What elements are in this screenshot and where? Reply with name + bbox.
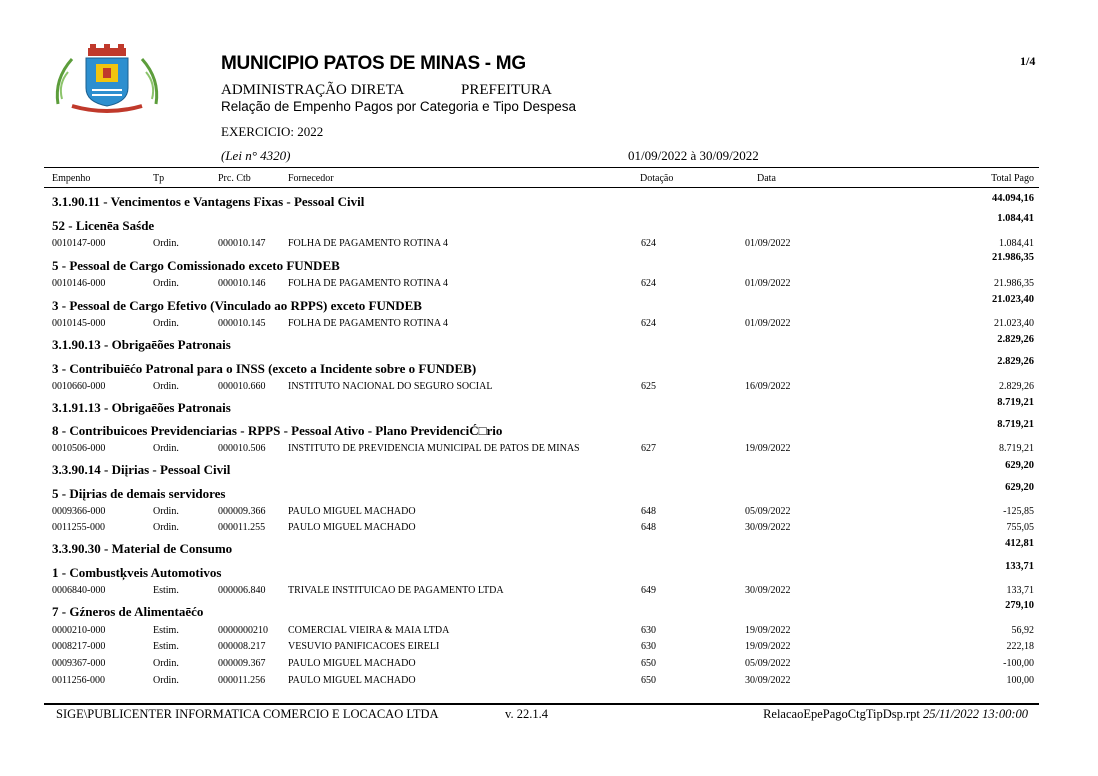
row-empenho: 0011256-000: [52, 675, 105, 686]
row-prc-ctb: 000011.255: [218, 522, 266, 533]
law-reference: (Lei n° 4320): [221, 148, 291, 163]
category-total: 2.829,26: [997, 356, 1034, 367]
row-total-pago: 56,92: [1011, 625, 1034, 636]
column-header-fornecedor: Fornecedor: [288, 173, 334, 184]
row-dotacao: 630: [641, 641, 656, 652]
row-dotacao: 624: [641, 318, 656, 329]
row-data: 19/09/2022: [745, 625, 791, 636]
row-prc-ctb: 000010.506: [218, 443, 266, 454]
row-empenho: 0011255-000: [52, 522, 105, 533]
column-header-total-pago: Total Pago: [991, 173, 1034, 184]
row-empenho: 0008217-000: [52, 641, 106, 652]
category-label: 8 - Contribuicoes Previdenciarias - RPPS - Pessoal Ativo - Plano PrevidenciĆ□rio: [52, 423, 503, 438]
row-prc-ctb: 000010.145: [218, 318, 266, 329]
footer-report-file: [763, 707, 1028, 722]
exercise-year: EXERCICIO: 2022: [221, 124, 324, 139]
administration-label: ADMINISTRAÇÃO DIRETA: [221, 82, 405, 98]
row-empenho: 0010506-000: [52, 443, 106, 454]
row-data: 05/09/2022: [745, 658, 791, 669]
row-dotacao: 648: [641, 506, 656, 517]
row-fornecedor: FOLHA DE PAGAMENTO ROTINA 4: [288, 318, 449, 329]
category-total: 133,71: [1005, 561, 1034, 572]
row-total-pago: 222,18: [1006, 641, 1034, 652]
row-data: 30/09/2022: [745, 522, 791, 533]
row-empenho: 0009366-000: [52, 506, 106, 517]
category-label: 3.1.91.13 - Obrigaēões Patronais: [52, 400, 231, 415]
page-number: 1/4: [1020, 54, 1036, 68]
row-tp: Ordin.: [153, 318, 179, 329]
row-dotacao: 625: [641, 381, 656, 392]
prefeitura-label: PREFEITURA: [461, 82, 552, 98]
row-total-pago: 21.986,35: [994, 278, 1034, 289]
row-empenho: 0010146-000: [52, 278, 106, 289]
footer-timestamp: 25/11/2022 13:00:00: [923, 707, 1028, 721]
row-data: 19/09/2022: [745, 641, 791, 652]
category-label: 52 - Licenēa Saśde: [52, 218, 155, 233]
row-fornecedor: FOLHA DE PAGAMENTO ROTINA 4: [288, 238, 449, 249]
row-tp: Estim.: [153, 585, 179, 596]
row-total-pago: 100,00: [1006, 675, 1034, 686]
row-fornecedor: PAULO MIGUEL MACHADO: [288, 675, 416, 686]
row-dotacao: 650: [641, 675, 656, 686]
row-empenho: 0010145-000: [52, 318, 106, 329]
footer-company: SIGE\PUBLICENTER INFORMATICA COMERCIO E LOCACAO LTDA: [56, 707, 439, 721]
row-tp: Ordin.: [153, 381, 179, 392]
row-tp: Ordin.: [153, 238, 179, 249]
category-label: 3.1.90.13 - Obrigaēões Patronais: [52, 337, 231, 352]
row-fornecedor: FOLHA DE PAGAMENTO ROTINA 4: [288, 278, 449, 289]
category-total: 412,81: [1005, 538, 1034, 549]
report-name: Relação de Empenho Pagos por Categoria e Tipo Despesa: [221, 99, 576, 114]
category-total: 44.094,16: [992, 193, 1034, 204]
row-prc-ctb: 000008.217: [218, 641, 266, 652]
column-header-prc-ctb: Prc. Ctb: [218, 173, 251, 184]
row-total-pago: 133,71: [1006, 585, 1034, 596]
row-total-pago: -125,85: [1003, 506, 1034, 517]
row-total-pago: 755,05: [1006, 522, 1034, 533]
column-header-empenho: Empenho: [52, 173, 91, 184]
row-fornecedor: INSTITUTO DE PREVIDENCIA MUNICIPAL DE PATOS DE MINAS: [288, 443, 580, 454]
row-data: 01/09/2022: [745, 238, 791, 249]
row-dotacao: 650: [641, 658, 656, 669]
row-fornecedor: COMERCIAL VIEIRA & MAIA LTDA: [288, 625, 450, 636]
category-total: 629,20: [1005, 482, 1034, 493]
category-label: 3 - Contribuiēćo Patronal para o INSS (exceto a Incidente sobre o FUNDEB): [52, 361, 477, 376]
row-data: 19/09/2022: [745, 443, 791, 454]
row-total-pago: 21.023,40: [994, 318, 1034, 329]
row-dotacao: 649: [641, 585, 656, 596]
category-total: 8.719,21: [997, 397, 1034, 408]
row-fornecedor: PAULO MIGUEL MACHADO: [288, 658, 416, 669]
row-fornecedor: PAULO MIGUEL MACHADO: [288, 522, 416, 533]
category-total: 1.084,41: [997, 213, 1034, 224]
row-total-pago: 1.084,41: [999, 238, 1034, 249]
municipality-title: MUNICIPIO PATOS DE MINAS - MG: [221, 53, 526, 74]
footer-report-filename: RelacaoEpePagoCtgTipDsp.rpt: [763, 707, 920, 721]
category-label: 3.1.90.11 - Vencimentos e Vantagens Fixas - Pessoal Civil: [52, 194, 365, 209]
row-dotacao: 630: [641, 625, 656, 636]
row-empenho: 0009367-000: [52, 658, 106, 669]
row-fornecedor: TRIVALE INSTITUICAO DE PAGAMENTO LTDA: [288, 585, 504, 596]
row-prc-ctb: 0000000210: [218, 625, 268, 636]
column-header-data: Data: [757, 173, 776, 184]
category-total: 279,10: [1005, 600, 1034, 611]
row-fornecedor: VESUVIO PANIFICACOES EIRELI: [288, 641, 440, 652]
row-total-pago: 2.829,26: [999, 381, 1034, 392]
row-total-pago: 8.719,21: [999, 443, 1034, 454]
row-dotacao: 627: [641, 443, 656, 454]
category-label: 7 - Gźneros de Alimentaēćo: [52, 604, 204, 619]
row-tp: Ordin.: [153, 278, 179, 289]
row-prc-ctb: 000010.147: [218, 238, 266, 249]
category-total: 21.986,35: [992, 252, 1034, 263]
category-label: 3.3.90.14 - Diįrias - Pessoal Civil: [52, 462, 231, 477]
footer-divider: [44, 703, 1039, 705]
row-tp: Ordin.: [153, 506, 179, 517]
row-data: 05/09/2022: [745, 506, 791, 517]
row-total-pago: -100,00: [1003, 658, 1034, 669]
row-dotacao: 624: [641, 278, 656, 289]
row-prc-ctb: 000011.256: [218, 675, 266, 686]
row-prc-ctb: 000010.146: [218, 278, 266, 289]
category-label: 5 - Pessoal de Cargo Comissionado exceto FUNDEB: [52, 258, 340, 273]
row-tp: Ordin.: [153, 443, 179, 454]
row-tp: Ordin.: [153, 658, 179, 669]
category-total: 629,20: [1005, 460, 1034, 471]
row-prc-ctb: 000009.366: [218, 506, 266, 517]
column-header-dotacao: Dotação: [640, 173, 674, 184]
row-data: 01/09/2022: [745, 318, 791, 329]
row-fornecedor: PAULO MIGUEL MACHADO: [288, 506, 416, 517]
report-period: 01/09/2022 à 30/09/2022: [628, 148, 759, 163]
category-total: 8.719,21: [997, 419, 1034, 430]
row-empenho: 0006840-000: [52, 585, 106, 596]
header-bottom-divider: [44, 187, 1039, 188]
category-label: 3 - Pessoal de Cargo Efetivo (Vinculado ao RPPS) exceto FUNDEB: [52, 298, 422, 313]
row-data: 01/09/2022: [745, 278, 791, 289]
row-tp: Estim.: [153, 625, 179, 636]
row-data: 30/09/2022: [745, 675, 791, 686]
category-label: 1 - Combustķveis Automotivos: [52, 565, 222, 580]
header-top-divider: [44, 167, 1039, 168]
category-label: 3.3.90.30 - Material de Consumo: [52, 541, 233, 556]
row-dotacao: 624: [641, 238, 656, 249]
row-dotacao: 648: [641, 522, 656, 533]
category-label: 5 - Diįrias de demais servidores: [52, 486, 226, 501]
category-total: 2.829,26: [997, 334, 1034, 345]
row-empenho: 0000210-000: [52, 625, 106, 636]
column-header-tp: Tp: [153, 173, 165, 184]
row-data: 30/09/2022: [745, 585, 791, 596]
category-total: 21.023,40: [992, 294, 1034, 305]
row-prc-ctb: 000009.367: [218, 658, 266, 669]
row-tp: Estim.: [153, 641, 179, 652]
row-empenho: 0010147-000: [52, 238, 106, 249]
row-fornecedor: INSTITUTO NACIONAL DO SEGURO SOCIAL: [288, 381, 493, 392]
row-data: 16/09/2022: [745, 381, 791, 392]
row-tp: Ordin.: [153, 675, 179, 686]
footer-version: v. 22.1.4: [505, 707, 548, 721]
row-prc-ctb: 000006.840: [218, 585, 266, 596]
row-tp: Ordin.: [153, 522, 179, 533]
row-prc-ctb: 000010.660: [218, 381, 266, 392]
row-empenho: 0010660-000: [52, 381, 106, 392]
municipal-coat-of-arms-logo: [52, 44, 162, 118]
